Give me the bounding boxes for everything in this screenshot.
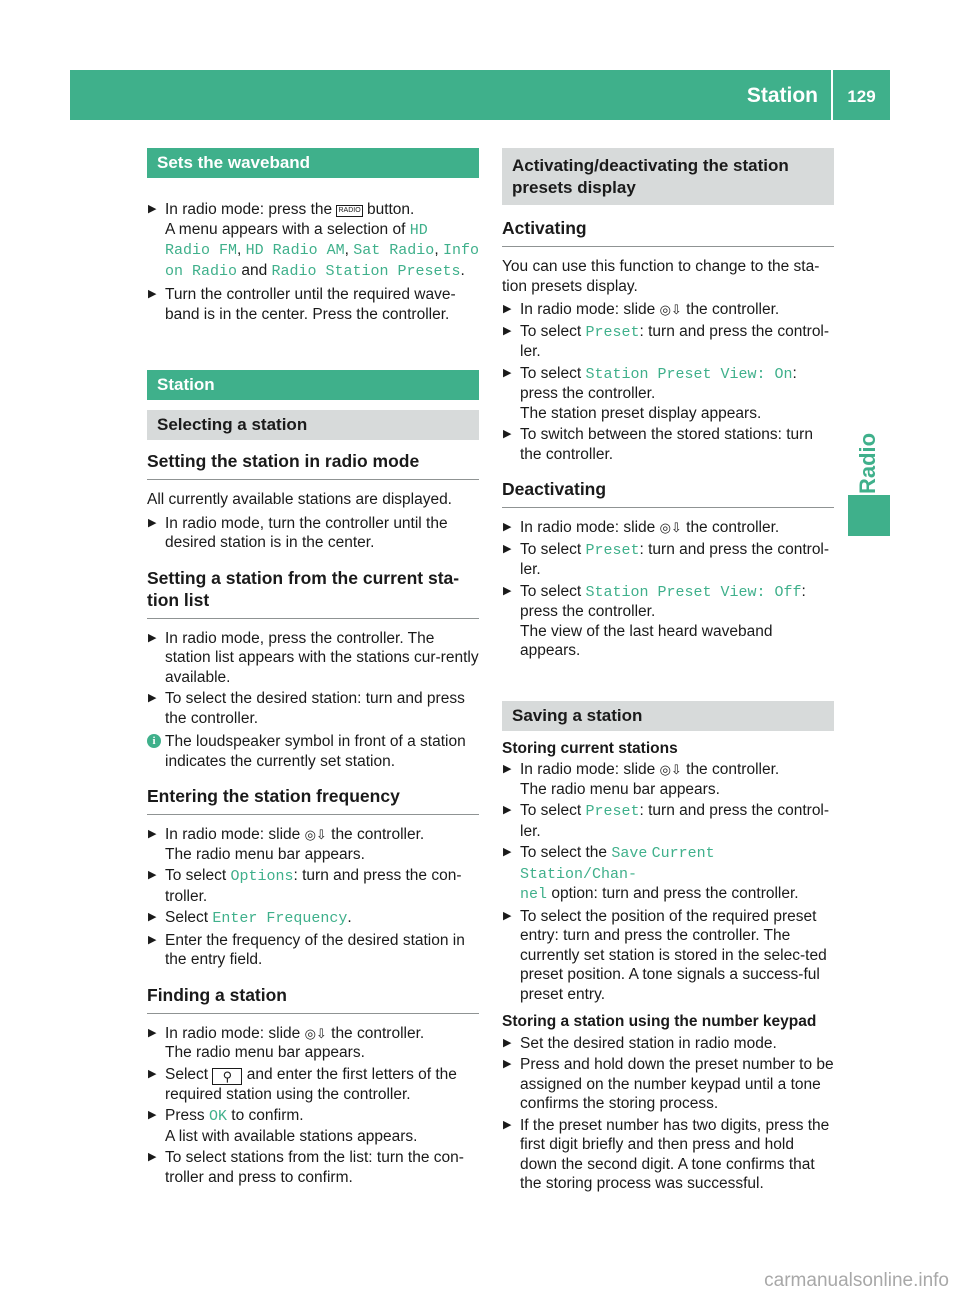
menu-item-station-channel: Station/Chan‐	[520, 865, 638, 883]
arrow-icon: ▶	[503, 846, 512, 858]
text: To select	[165, 867, 231, 884]
text: the controller.	[681, 301, 780, 318]
step	[147, 1148, 479, 1187]
text: : turn and press the control-ler.	[520, 802, 830, 840]
text: Press	[165, 1107, 209, 1124]
text: :	[801, 582, 806, 600]
menu-item-hd: HD	[409, 221, 428, 239]
text: The station preset display appears.	[520, 404, 762, 422]
arrow-icon: ▶	[503, 804, 512, 816]
text: Select	[165, 909, 213, 926]
menu-item-sat: Sat Radio	[353, 242, 435, 259]
step	[147, 1106, 479, 1146]
menu-item-station-channel-cont: nel	[520, 886, 548, 903]
section-saving-header: Saving a station	[502, 701, 834, 731]
controller-slide-down-icon: ◎⇩	[659, 302, 682, 317]
controller-slide-down-icon: ◎⇩	[659, 520, 682, 535]
text: Setting a station from the current sta-	[147, 567, 460, 588]
left-column	[147, 148, 479, 1187]
arrow-icon: ▶	[503, 1058, 512, 1070]
side-tab-label: Radio	[855, 432, 880, 494]
text: option: turn and press the controller.	[547, 885, 799, 902]
step	[502, 540, 834, 580]
text: : turn and press the control-ler.	[520, 322, 830, 360]
controller-slide-down-icon: ◎⇩	[304, 827, 327, 842]
text: To select	[520, 540, 586, 558]
text: The radio menu bar appears.	[520, 780, 720, 798]
arrow-icon: ▶	[503, 428, 512, 440]
text: To select	[520, 802, 586, 819]
text: To switch between the stored stations: turn the controller.	[520, 426, 813, 463]
paragraph: You can use this function to change to the sta-tion presets display.	[502, 258, 820, 295]
arrow-icon: ▶	[148, 692, 157, 704]
text: To select stations from the list: turn the con-troller and press to confirm.	[165, 1149, 464, 1186]
step	[147, 514, 479, 553]
step	[502, 1116, 834, 1194]
arrow-icon: ▶	[503, 584, 512, 597]
step	[147, 825, 479, 864]
menu-item-save: Save	[611, 845, 648, 862]
text: In radio mode: slide	[165, 826, 305, 843]
text: The radio menu bar appears.	[165, 845, 365, 863]
info-icon: i	[147, 734, 161, 748]
text: A list with available stations appears.	[165, 1127, 418, 1145]
menu-item-am: HD Radio AM	[245, 242, 345, 259]
arrow-icon: ▶	[503, 303, 512, 315]
text: In radio mode, press the controller. The station list appears with the stations cur-rently available.	[165, 629, 479, 686]
arrow-icon: ▶	[503, 324, 512, 337]
info-note	[147, 732, 479, 771]
text: To select	[520, 322, 586, 340]
text: To select the position of the required preset entry: turn and press the controller. The currently set station is stored in the selec-ted preset position. A tone signals a success-ful preset entry.	[520, 907, 827, 1003]
side-tab	[848, 400, 890, 500]
arrow-icon: ▶	[503, 366, 512, 379]
bold-heading: Storing a station using the number keypad	[502, 1013, 817, 1030]
text: In radio mode: slide	[520, 519, 660, 536]
subheading: Activating	[502, 217, 834, 247]
text: the controller.	[681, 519, 780, 536]
watermark: carmanualsonline.info	[764, 1270, 949, 1291]
arrow-icon: ▶	[148, 1151, 157, 1163]
text: If the preset number has two digits, press the first digit briefly and then press and hold down the second digit. A tone confirms that the storing process was successful.	[520, 1116, 830, 1192]
text: In radio mode: slide	[520, 761, 660, 778]
text: Enter the frequency of the desired station in the entry field.	[165, 931, 465, 968]
text: : turn and press the con-troller.	[165, 867, 462, 905]
text: the controller.	[326, 826, 425, 843]
text: To select	[520, 364, 586, 382]
menu-item-fm: Radio FM	[165, 242, 238, 259]
subheading: Deactivating	[502, 478, 834, 508]
text: In radio mode: slide	[520, 301, 660, 318]
step	[502, 518, 834, 538]
text: Select	[165, 1065, 213, 1083]
bold-heading: Storing current stations	[502, 739, 678, 757]
menu-item-preset: Preset	[585, 323, 640, 341]
step	[502, 760, 834, 799]
arrow-icon: ▶	[148, 1067, 157, 1080]
text: Press and hold down the preset number to be assigned on the number keypad until a tone confirms the storing process.	[520, 1056, 834, 1112]
text: A menu appears with a selection of	[165, 220, 410, 238]
step	[502, 364, 834, 424]
text: To select	[520, 582, 586, 600]
controller-slide-down-icon: ◎⇩	[304, 1025, 327, 1041]
menu-item-info-cont: on Radio	[165, 262, 238, 280]
right-column	[502, 148, 834, 1194]
text: In radio mode: slide	[165, 1024, 305, 1042]
text: Set the desired station in radio mode.	[520, 1034, 777, 1052]
step	[502, 1034, 834, 1054]
text: : press the controller.	[520, 364, 797, 402]
text: The radio menu bar appears.	[165, 1044, 365, 1061]
text: In radio mode: press the	[165, 201, 337, 218]
arrow-icon: ▶	[148, 203, 157, 215]
search-icon: ⚲	[212, 1068, 242, 1085]
arrow-icon: ▶	[148, 828, 157, 840]
arrow-icon: ▶	[148, 288, 157, 300]
menu-item-preset: Preset	[585, 803, 640, 820]
arrow-icon: ▶	[503, 521, 512, 533]
text: Activating/deactivating the station	[512, 156, 789, 175]
text: : turn and press the control-ler.	[520, 540, 830, 578]
text: and enter the first letters of the required station using the controller.	[165, 1065, 457, 1103]
subheading: Finding a station	[147, 984, 479, 1014]
menu-item-preset-view-off: Station Preset View: Off	[585, 583, 802, 601]
step	[147, 689, 479, 728]
text: To select the desired station: turn and press the controller.	[165, 690, 465, 727]
arrow-icon: ▶	[503, 763, 512, 775]
arrow-icon: ▶	[148, 911, 157, 923]
step	[502, 425, 834, 464]
paragraph: All currently available stations are displayed.	[147, 491, 452, 508]
text: The view of the last heard waveband appears.	[520, 622, 773, 659]
arrow-icon: ▶	[148, 869, 157, 881]
step	[147, 285, 479, 324]
step	[502, 843, 834, 905]
page-number: 129	[847, 87, 876, 106]
menu-item-preset: Preset	[585, 541, 640, 559]
step: ▶ Select Enter Frequency.	[148, 909, 352, 927]
text: In radio mode, turn the controller until the desired station is in the center.	[165, 514, 448, 551]
controller-slide-down-icon: ◎⇩	[659, 762, 682, 777]
step	[502, 582, 834, 661]
menu-item-options: Options	[230, 868, 294, 885]
text: and	[237, 261, 272, 279]
menu-item-ok: OK	[208, 1108, 227, 1125]
text: button.	[362, 201, 415, 218]
arrow-icon: ▶	[148, 1109, 157, 1121]
menu-item-info: Info	[442, 242, 479, 259]
menu-item-presets: Radio Station Presets	[271, 262, 461, 280]
text: presets display	[512, 178, 636, 197]
step	[147, 1024, 479, 1063]
text: to confirm.	[226, 1107, 304, 1124]
arrow-icon: ▶	[503, 909, 512, 922]
subheading	[147, 567, 479, 619]
arrow-icon: ▶	[148, 631, 157, 644]
text: press the controller.	[520, 603, 656, 620]
step	[502, 907, 834, 1005]
step	[147, 931, 479, 970]
step	[147, 866, 479, 906]
step	[147, 629, 479, 688]
text: the controller.	[681, 761, 780, 778]
arrow-icon: ▶	[148, 933, 157, 946]
text: Turn the controller until the required wave-band is in the center. Press the controller.	[165, 286, 456, 323]
step: ▶ In radio mode: press the RADIO button. A menu appears with a selection of HD Radio FM, HD Radio AM, Sat Radio, Info on Radio and Radio Station Presets.	[148, 201, 479, 280]
section-selecting-header: Selecting a station	[147, 410, 479, 440]
chapter-title: Station	[746, 84, 818, 107]
page-header-bar	[70, 70, 890, 120]
step	[502, 1055, 834, 1114]
menu-item-preset-view-on: Station Preset View: On	[585, 365, 793, 383]
text: The loudspeaker symbol in front of a station indicates the currently set station.	[165, 733, 466, 770]
arrow-icon: ▶	[503, 1118, 512, 1131]
subheading: Setting the station in radio mode	[147, 450, 479, 480]
menu-item-current: Current	[651, 845, 715, 862]
radio-button-icon: RADIO	[336, 205, 362, 217]
step	[502, 300, 834, 320]
section-presets-header	[502, 148, 834, 205]
text: To select the	[520, 844, 612, 861]
menu-item-enter-frequency: Enter Frequency	[212, 910, 348, 927]
side-tab-marker	[848, 495, 890, 536]
section-waveband-header: Sets the waveband	[147, 148, 479, 178]
arrow-icon: ▶	[148, 516, 157, 529]
step	[147, 1065, 479, 1105]
section-station-header: Station	[147, 370, 479, 400]
subheading: Entering the station frequency	[147, 785, 479, 815]
text: tion list	[147, 589, 210, 610]
text: the controller.	[326, 1024, 425, 1042]
step	[502, 322, 834, 362]
arrow-icon: ▶	[503, 1036, 512, 1049]
arrow-icon: ▶	[148, 1026, 157, 1039]
arrow-icon: ▶	[503, 542, 512, 555]
step	[502, 801, 834, 841]
